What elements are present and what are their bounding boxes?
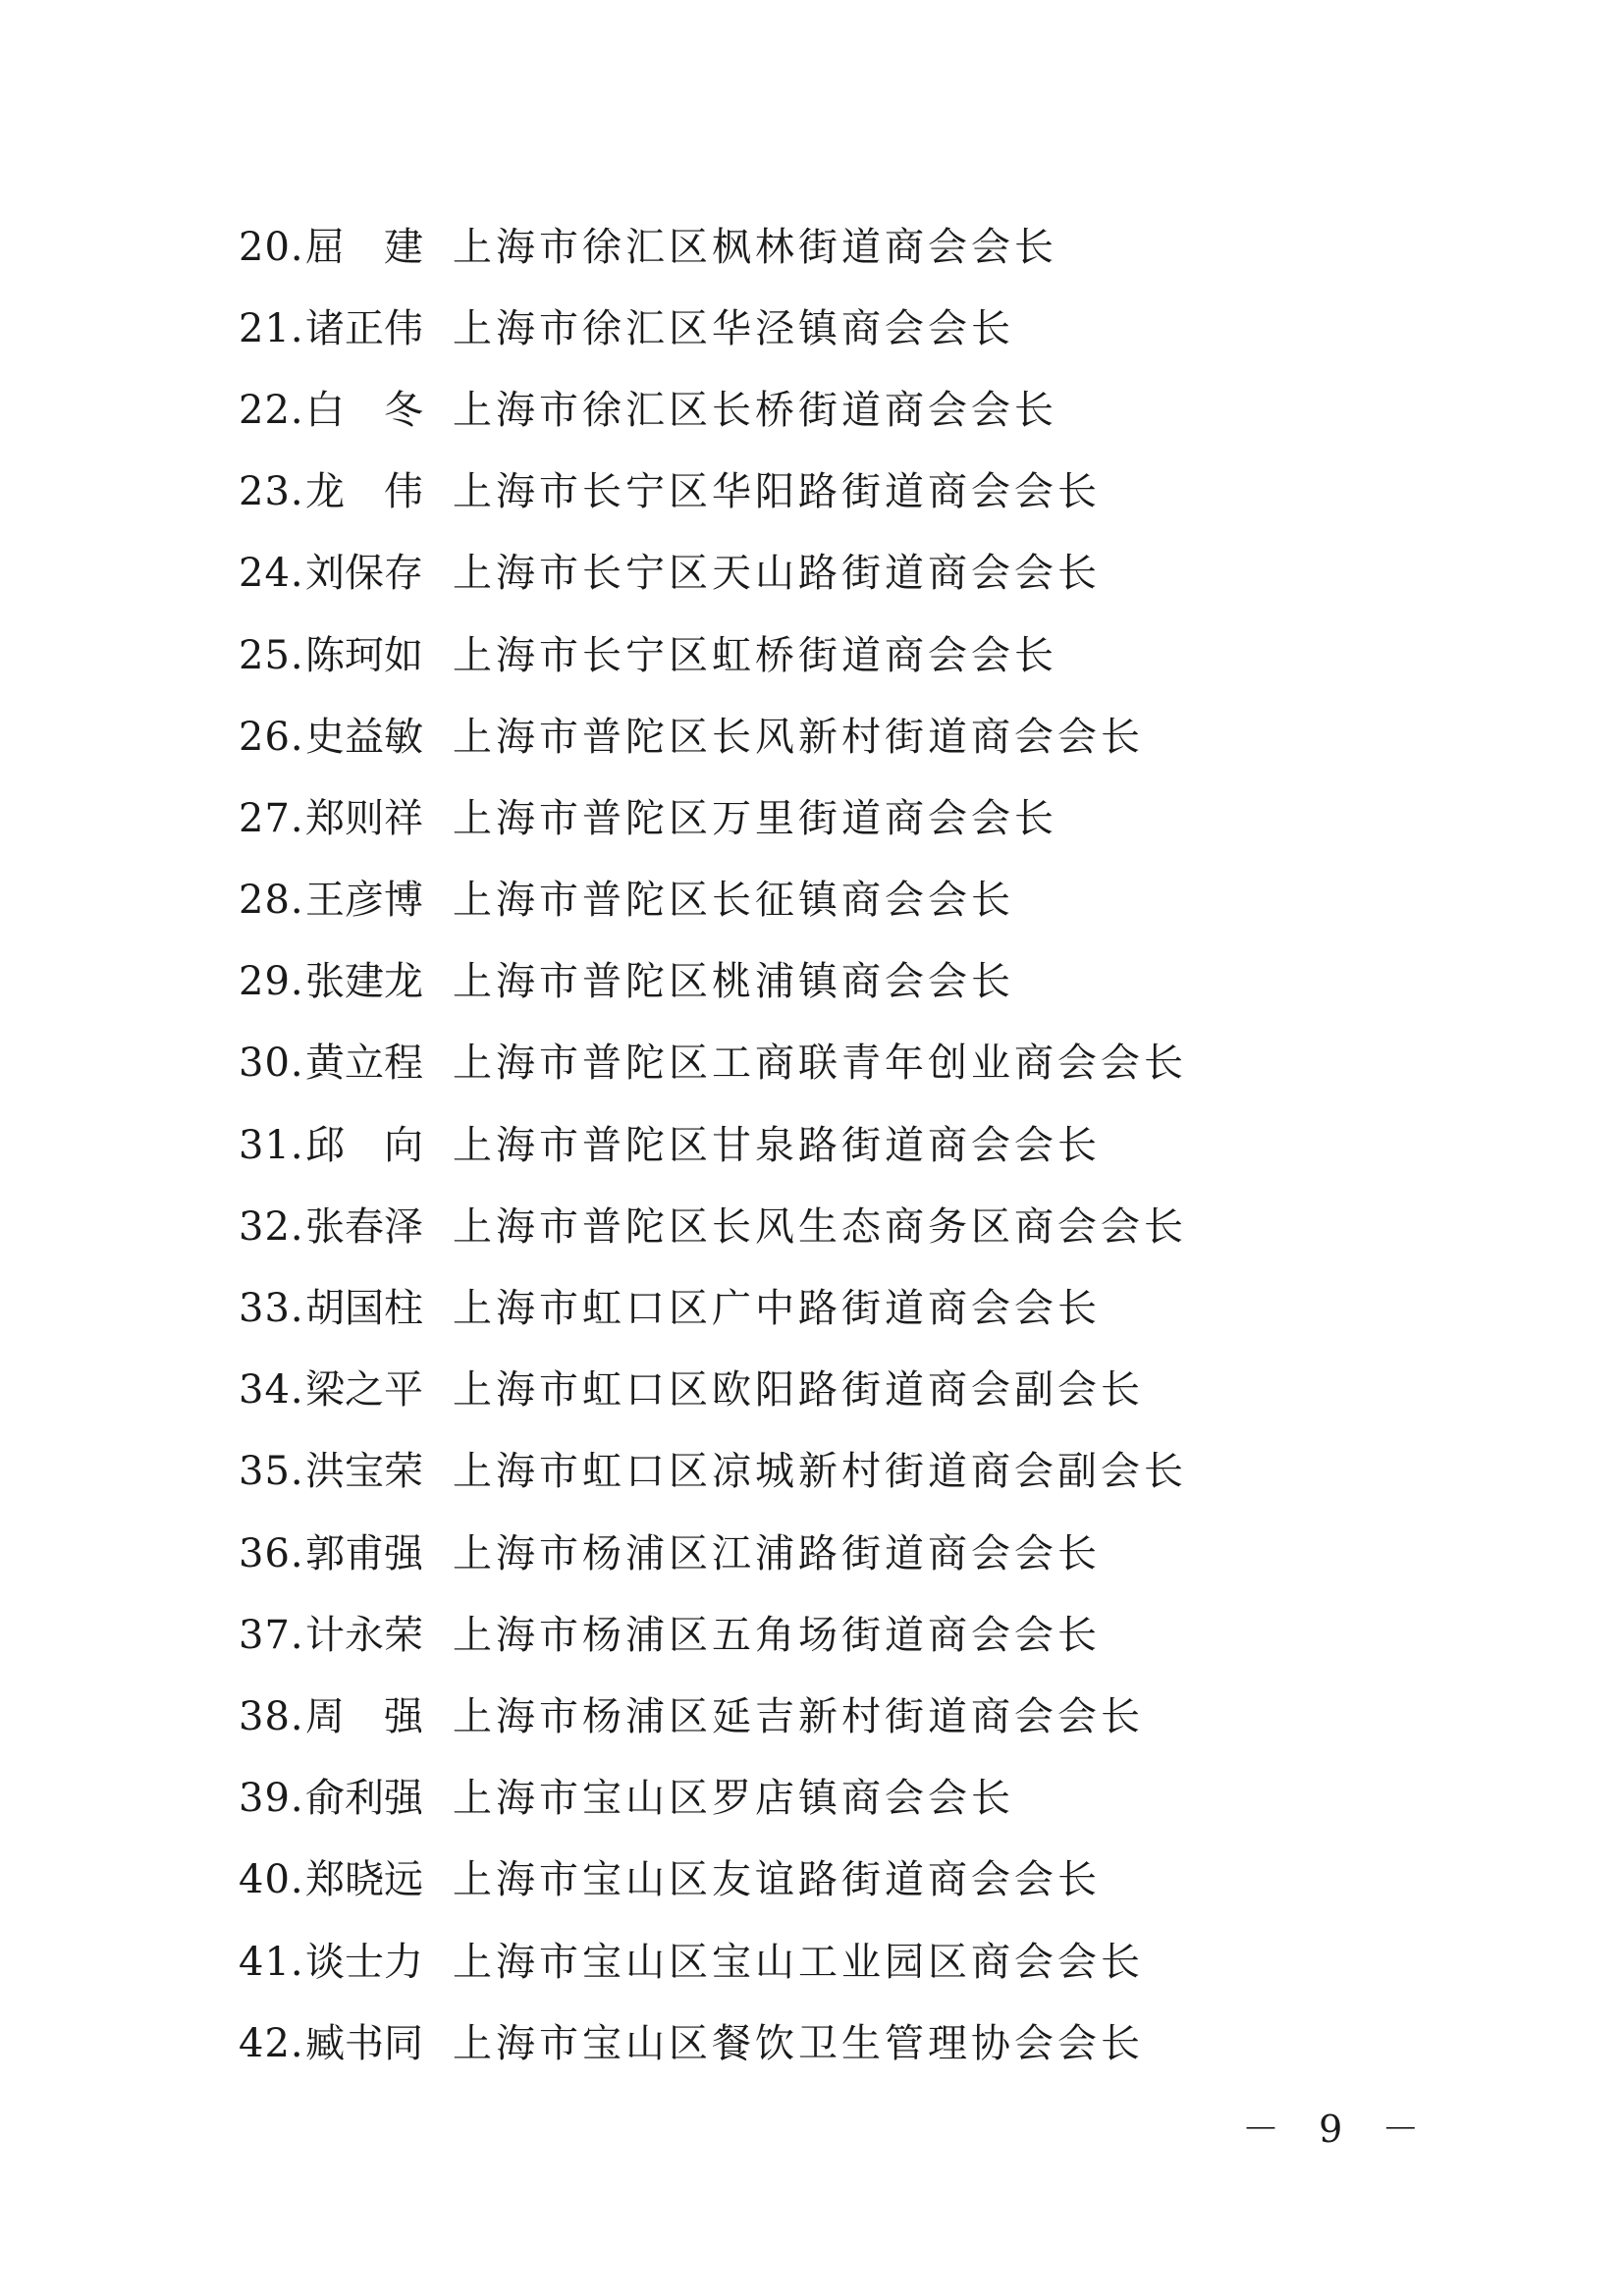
- entry-number: 37.: [239, 1612, 304, 1658]
- entry-number: 25.: [239, 632, 304, 678]
- entry-name: 张建龙: [305, 959, 423, 1005]
- entry-number: 29.: [239, 959, 304, 1005]
- entry-number: 23.: [239, 469, 304, 515]
- entry-name: 郑晓远: [305, 1857, 423, 1903]
- entry-name: 谈士力: [305, 1939, 423, 1985]
- entry-title: 上海市杨浦区延吉新村街道商会会长: [453, 1693, 1144, 1739]
- entry-title: 上海市普陀区桃浦镇商会会长: [453, 959, 1014, 1005]
- entry-title: 上海市普陀区工商联青年创业商会会长: [453, 1041, 1187, 1087]
- list-item: [239, 1676, 1417, 1757]
- list-item: [239, 696, 1417, 777]
- entry-name: 臧书同: [305, 2020, 423, 2066]
- entry-title: 上海市虹口区欧阳路街道商会副会长: [453, 1367, 1144, 1414]
- list-item: [239, 369, 1417, 451]
- list-item: [239, 777, 1417, 859]
- entry-title: 上海市普陀区万里街道商会会长: [453, 795, 1057, 841]
- entry-number: 33.: [239, 1286, 304, 1332]
- list-item: [239, 452, 1417, 533]
- list-item: [239, 1594, 1417, 1676]
- entry-title: 上海市徐汇区枫林街道商会会长: [453, 224, 1057, 270]
- member-list: [239, 206, 1417, 2084]
- entry-name: 周 强: [305, 1693, 423, 1739]
- list-item: [239, 1758, 1417, 1840]
- entry-title: 上海市宝山区友谊路街道商会会长: [453, 1857, 1101, 1903]
- entry-name: 郑则祥: [305, 795, 423, 841]
- entry-number: 27.: [239, 795, 304, 841]
- entry-title: 上海市杨浦区五角场街道商会会长: [453, 1612, 1101, 1658]
- entry-title: 上海市长宁区虹桥街道商会会长: [453, 632, 1057, 678]
- entry-name: 刘保存: [305, 551, 423, 597]
- entry-name: 屈 建: [305, 224, 423, 270]
- entry-title: 上海市徐汇区华泾镇商会会长: [453, 305, 1014, 351]
- entry-name: 诸正伟: [305, 305, 423, 351]
- entry-name: 史益敏: [305, 714, 423, 760]
- list-item: [239, 1921, 1417, 2002]
- entry-name: 龙 伟: [305, 469, 423, 515]
- entry-name: 郭甫强: [305, 1530, 423, 1576]
- list-item: [239, 860, 1417, 941]
- entry-name: 张春泽: [305, 1203, 423, 1250]
- list-item: [239, 1350, 1417, 1431]
- entry-title: 上海市宝山区餐饮卫生管理协会会长: [453, 2020, 1144, 2066]
- list-item: [239, 2002, 1417, 2084]
- entry-number: 38.: [239, 1693, 304, 1739]
- entry-title: 上海市虹口区广中路街道商会会长: [453, 1286, 1101, 1332]
- list-item: [239, 206, 1417, 288]
- entry-name: 王彦博: [305, 878, 423, 924]
- entry-number: 21.: [239, 305, 304, 351]
- entry-title: 上海市长宁区天山路街道商会会长: [453, 551, 1101, 597]
- entry-name: 胡国柱: [305, 1286, 423, 1332]
- list-item: [239, 1023, 1417, 1104]
- entry-name: 计永荣: [305, 1612, 423, 1658]
- list-item: [239, 288, 1417, 369]
- list-item: [239, 941, 1417, 1023]
- entry-number: 41.: [239, 1939, 304, 1985]
- entry-number: 26.: [239, 714, 304, 760]
- entry-number: 39.: [239, 1776, 304, 1822]
- entry-number: 20.: [239, 224, 304, 270]
- entry-title: 上海市普陀区长风生态商务区商会会长: [453, 1203, 1187, 1250]
- list-item: [239, 1840, 1417, 1921]
- entry-title: 上海市杨浦区江浦路街道商会会长: [453, 1530, 1101, 1576]
- entry-name: 洪宝荣: [305, 1449, 423, 1495]
- entry-number: 42.: [239, 2020, 304, 2066]
- entry-title: 上海市宝山区宝山工业园区商会会长: [453, 1939, 1144, 1985]
- list-item: [239, 533, 1417, 614]
- entry-title: 上海市徐汇区长桥街道商会会长: [453, 387, 1057, 433]
- entry-title: 上海市宝山区罗店镇商会会长: [453, 1776, 1014, 1822]
- entry-title: 上海市普陀区长征镇商会会长: [453, 878, 1014, 924]
- entry-title: 上海市长宁区华阳路街道商会会长: [453, 469, 1101, 515]
- entry-name: 俞利强: [305, 1776, 423, 1822]
- entry-number: 22.: [239, 387, 304, 433]
- entry-title: 上海市普陀区甘泉路街道商会会长: [453, 1122, 1101, 1168]
- entry-number: 34.: [239, 1367, 304, 1414]
- entry-number: 32.: [239, 1203, 304, 1250]
- entry-name: 黄立程: [305, 1041, 423, 1087]
- entry-name: 梁之平: [305, 1367, 423, 1414]
- page-number: － 9 －: [1242, 2108, 1434, 2151]
- entry-number: 24.: [239, 551, 304, 597]
- list-item: [239, 1186, 1417, 1267]
- entry-name: 陈珂如: [305, 632, 423, 678]
- entry-number: 30.: [239, 1041, 304, 1087]
- list-item: [239, 1267, 1417, 1349]
- entry-name: 白 冬: [305, 387, 423, 433]
- list-item: [239, 1513, 1417, 1594]
- entry-title: 上海市虹口区凉城新村街道商会副会长: [453, 1449, 1187, 1495]
- entry-number: 28.: [239, 878, 304, 924]
- entry-title: 上海市普陀区长风新村街道商会会长: [453, 714, 1144, 760]
- entry-name: 邱 向: [305, 1122, 423, 1168]
- entry-number: 35.: [239, 1449, 304, 1495]
- entry-number: 36.: [239, 1530, 304, 1576]
- entry-number: 40.: [239, 1857, 304, 1903]
- list-item: [239, 1431, 1417, 1513]
- list-item: [239, 614, 1417, 696]
- entry-number: 31.: [239, 1122, 304, 1168]
- list-item: [239, 1104, 1417, 1186]
